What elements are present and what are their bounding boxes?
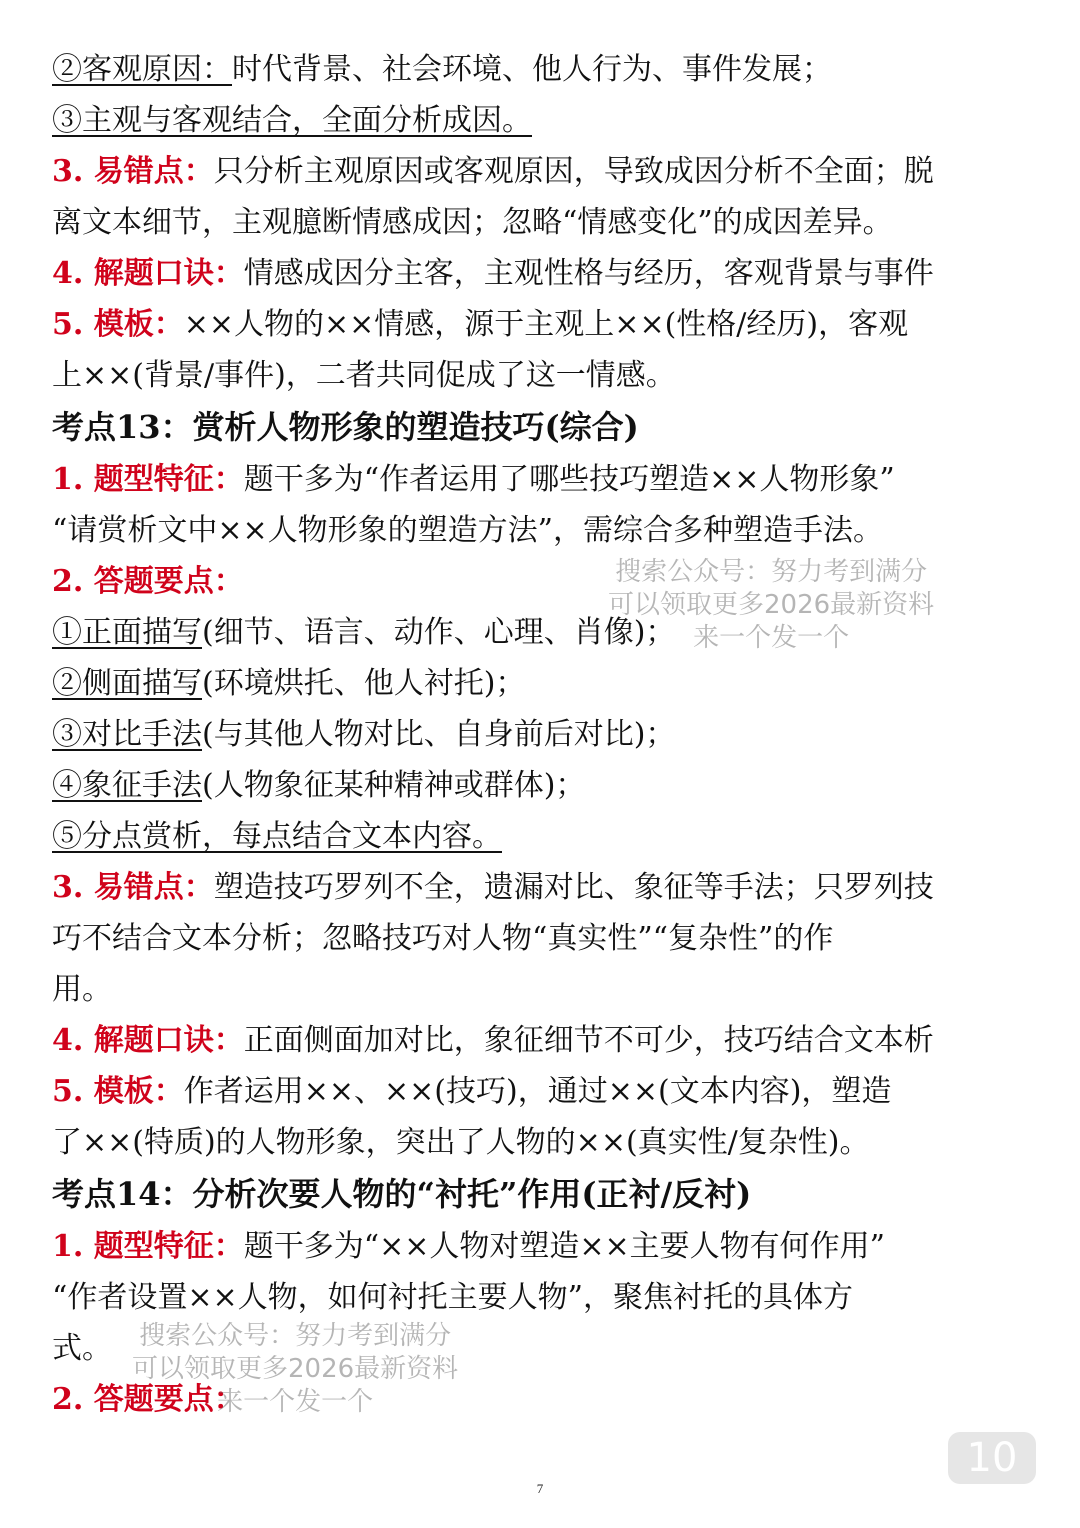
line-text: 巧不结合文本分析；忽略技巧对人物“真实性”“复杂性”的作 <box>52 921 834 956</box>
text-line <box>52 964 1042 1015</box>
line-text: 正面侧面加对比，象征细节不可少，技巧结合文本析 <box>243 1023 934 1058</box>
line-text: 用。 <box>52 972 112 1007</box>
watermark <box>608 556 934 655</box>
line-text: 上××(背景/事件)，二者共同促成了这一情感。 <box>52 358 676 393</box>
line-text: 作者运用××、××(技巧)，通过××(文本内容)，塑造 <box>183 1074 892 1109</box>
text-line <box>52 862 1042 913</box>
point-label: 5. 模板： <box>52 1074 184 1109</box>
underlined-text: ①正面描写 <box>52 615 202 650</box>
line-text: (环境烘托、他人衬托)； <box>202 666 526 701</box>
underlined-text: ④象征手法 <box>52 768 202 803</box>
text-line <box>52 95 1042 146</box>
text-line <box>52 146 1042 197</box>
page-number: 7 <box>536 1481 544 1496</box>
text-line <box>52 350 1042 401</box>
underlined-text: ③对比手法 <box>52 717 202 752</box>
text-line <box>52 1272 1042 1323</box>
line-text: ××人物的××情感，源于主观上××(性格/经历)，客观 <box>183 307 909 342</box>
text-line <box>52 760 1042 811</box>
text-line <box>52 913 1042 964</box>
point-label: 1. 题型特征： <box>52 462 244 497</box>
line-text: (与其他人物对比、自身前后对比)； <box>202 717 676 752</box>
text-line <box>52 658 1042 709</box>
text-line <box>52 1066 1042 1117</box>
line-text: “请赏析文中××人物形象的塑造方法”，需综合多种塑造手法。 <box>52 513 883 548</box>
page-badge: 10 <box>948 1432 1036 1484</box>
underlined-text: ②侧面描写 <box>52 666 202 701</box>
watermark-line: 搜索公众号：努力考到满分 <box>615 557 928 587</box>
line-text: (人物象征某种精神或群体)； <box>202 768 586 803</box>
line-text: 了××(特质)的人物形象，突出了人物的××(真实性/复杂性)。 <box>52 1125 870 1160</box>
document-body <box>52 44 1042 1425</box>
line-text: “作者设置××人物，如何衬托主要人物”，聚焦衬托的具体方 <box>52 1280 853 1315</box>
line-text: 式。 <box>52 1331 112 1366</box>
text-line <box>52 1117 1042 1168</box>
point-label: 5. 模板： <box>52 307 184 342</box>
line-text: 只分析主观原因或客观原因，导致成因分析不全面；脱 <box>213 154 934 189</box>
line-text: 情感成因分主客，主观性格与经历，客观背景与事件 <box>243 256 934 291</box>
line-text: (细节、语言、动作、心理、肖像)； <box>202 615 676 650</box>
section-heading: 考点13：赏析人物形象的塑造技巧(综合) <box>52 408 639 446</box>
line-text: 离文本细节，主观臆断情感成因；忽略“情感变化”的成因差异。 <box>52 205 893 240</box>
text-line <box>52 1221 1042 1272</box>
text-line <box>52 811 1042 862</box>
line-text: 题干多为“××人物对塑造××主要人物有何作用” <box>243 1229 885 1264</box>
text-line <box>52 1015 1042 1066</box>
section-heading: 考点14：分析次要人物的“衬托”作用(正衬/反衬) <box>52 1175 752 1213</box>
watermark-line: 搜索公众号：努力考到满分 <box>139 1321 452 1351</box>
text-line <box>52 197 1042 248</box>
text-line <box>52 505 1042 556</box>
point-label: 1. 题型特征： <box>52 1229 244 1264</box>
text-line <box>52 454 1042 505</box>
point-label: 4. 解题口诀： <box>52 256 244 291</box>
watermark-line: 来一个发一个 <box>693 623 850 653</box>
underlined-text: ②客观原因： <box>52 52 232 87</box>
watermark-line: 可以领取更多2026最新资料 <box>132 1354 459 1384</box>
text-line <box>52 709 1042 760</box>
line-text: 塑造技巧罗列不全，遗漏对比、象征等手法；只罗列技 <box>213 870 934 905</box>
line-text: 时代背景、社会环境、他人行为、事件发展； <box>232 52 832 87</box>
underlined-text: ⑤分点赏析，每点结合文本内容。 <box>52 819 502 854</box>
point-label: 2. 答题要点： <box>52 1382 244 1417</box>
line-text: 题干多为“作者运用了哪些技巧塑造××人物形象” <box>243 462 895 497</box>
underlined-text: ③主观与客观结合，全面分析成因。 <box>52 103 532 138</box>
watermark-line: 可以领取更多2026最新资料 <box>608 590 935 620</box>
watermark <box>132 1320 458 1419</box>
point-label: 3. 易错点： <box>52 870 214 905</box>
watermark-line: 来一个发一个 <box>217 1387 374 1417</box>
point-label: 4. 解题口诀： <box>52 1023 244 1058</box>
point-label: 2. 答题要点： <box>52 564 244 599</box>
text-line <box>52 44 1042 95</box>
text-line <box>52 248 1042 299</box>
point-label: 3. 易错点： <box>52 154 214 189</box>
text-line <box>52 299 1042 350</box>
